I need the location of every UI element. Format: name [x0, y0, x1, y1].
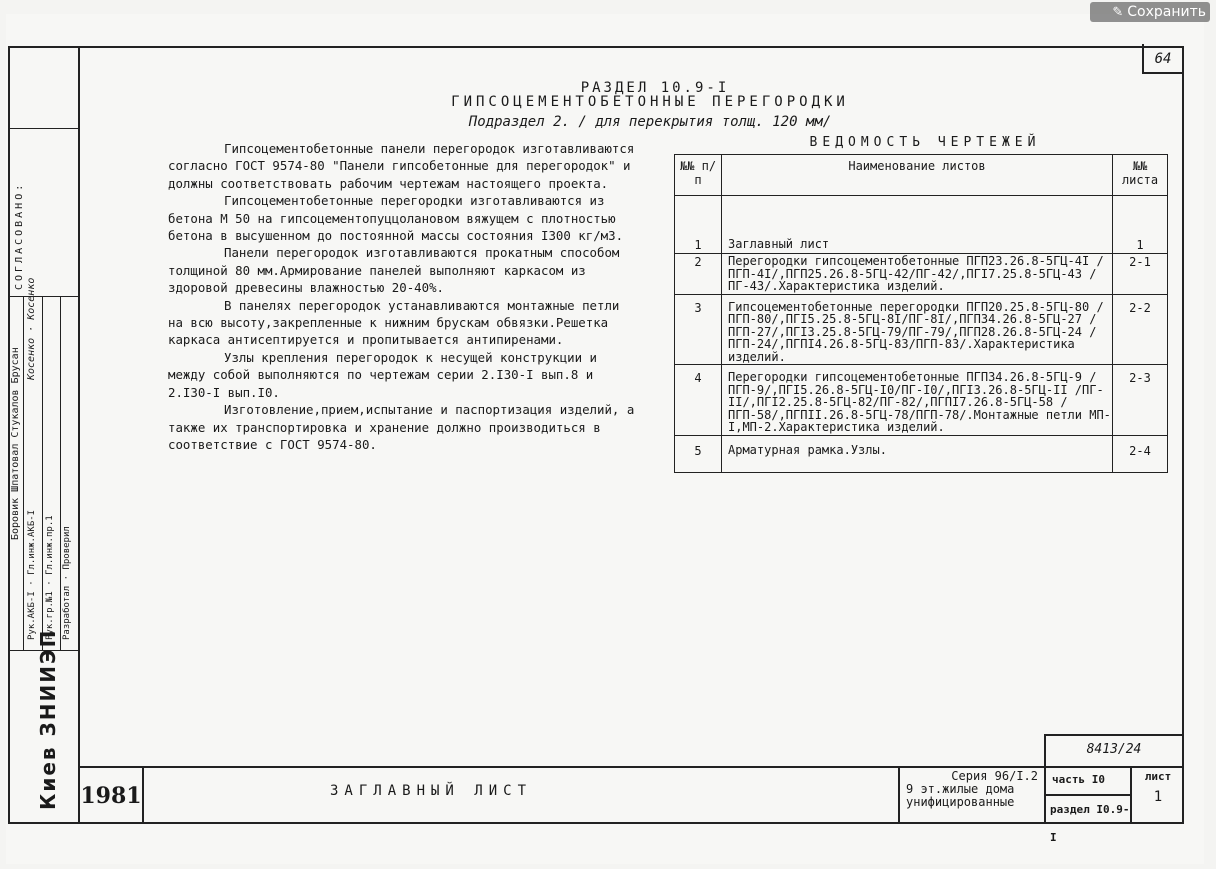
- row-num: 4: [675, 365, 722, 436]
- page-number: 64: [1142, 44, 1182, 74]
- row-num: 2: [675, 254, 722, 295]
- save-button[interactable]: [1090, 2, 1210, 22]
- organization-name: Киев ЗНИИЭП: [36, 628, 60, 810]
- pin-icon: ✎: [1112, 5, 1124, 20]
- stamp-divider: [8, 296, 78, 297]
- row-sheet: 2-3: [1113, 365, 1168, 436]
- subsection-title: Подраздел 2. / для перекрытия толщ. 120 мм/: [468, 114, 832, 130]
- table-header-row: [675, 155, 1168, 196]
- table-row: [675, 435, 1168, 472]
- row-sheet: 1: [1113, 196, 1168, 254]
- drawings-list-table: [674, 154, 1168, 473]
- row-sheet: 2-1: [1113, 254, 1168, 295]
- part-label: часть I0: [1046, 766, 1130, 796]
- document-number: 8413/24: [1044, 734, 1184, 766]
- agreed-label: СОГЛАСОВАНО:: [14, 181, 25, 290]
- stamp-roles-3: Разработал · Проверил: [62, 526, 72, 640]
- sheet-number-cell: [1130, 766, 1184, 824]
- col-num-header: №№ п/п: [675, 155, 722, 196]
- paragraph: Узлы крепления перегородок к несущей конструкции и между собой выполняются по чертежам серии 2.I30-I вып.8 и 2.I30-I вып.I0.: [168, 349, 597, 400]
- row-name: Перегородки гипсоцементобетонные ПГП23.26.8-5ГЦ-4I /ПГП-4I/,ПГП25.26.8-5ГЦ-42/ПГ-42/,ПГI7.25.8-5ГЦ-43 /ПГ-43/.Характеристика изделий.: [722, 254, 1113, 295]
- row-name: Арматурная рамка.Узлы.: [722, 435, 1113, 472]
- save-label: Сохранить: [1127, 4, 1206, 20]
- paragraph: Гипсоцементобетонные панели перегородок изготавливаются согласно ГОСТ 9574-80 "Панели гипсобетонные для перегородок" и должны соответствовать рабочим чертежам настоящего проекта.: [168, 141, 635, 191]
- drawings-list-title: ВЕДОМОСТЬ ЧЕРТЕЖЕЙ: [809, 135, 1041, 150]
- stamp-divider: [8, 128, 78, 129]
- series-info: [898, 766, 1044, 824]
- row-sheet: 2-4: [1113, 435, 1168, 472]
- paragraph: Изготовление,прием,испытание и паспортизация изделий, а также их транспортировка и хранение должно производиться в соответствие с ГОСТ 9574-80.: [168, 402, 635, 452]
- section-label: раздел I0.9-I: [1050, 803, 1130, 844]
- row-name: Перегородки гипсоцементобетонные ПГП34.26.8-5ГЦ-9 /ПГП-9/,ПГI5.26.8-5ГЦ-I0/ПГ-I0/,ПГI3.26.8-5ГЦ-II /ПГ-II/,ПГI2.25.8-5ГЦ-82/ПГ-82/,ПГПI7.26.8-5ГЦ-58 /ПГП-58/,ПГПII.26.8-5ГЦ-78/ПГП-78/.Монтажные петли МП-I,МП-2.Характеристика изделий.: [722, 365, 1113, 436]
- stamp-divider: [23, 296, 24, 650]
- series-line: унифицированные: [906, 795, 1015, 809]
- stamp-names: Боровик Шпатовал Стукалов Брусан: [10, 347, 21, 540]
- paragraph: В панелях перегородок устанавливаются монтажные петли на всю высоту,закрепленные к нижним брускам обвязки.Решетка каркаса антисептируется и пропитывается антипиренами.: [168, 297, 620, 348]
- paragraph: Гипсоцементобетонные перегородки изготавливаются из бетона М 50 на гипсоцементопуццолановом вяжущем с плотностью бетона в высушенном до постоянной массы состояния I300 кг/м3.: [168, 193, 624, 244]
- stamp-roles-2: Рук.гр.№1 · Гл.инж.пр.1: [45, 515, 55, 640]
- sheet-label: лист: [1144, 770, 1172, 783]
- table-row: [675, 254, 1168, 295]
- col-name-header: Наименование листов: [722, 155, 1113, 196]
- row-name: Заглавный лист: [722, 196, 1113, 254]
- explanatory-text: [168, 140, 638, 453]
- row-name: Гипсоцементобетонные перегородки ПГП20.25.8-5ГЦ-80 /ПГП-80/,ПГI5.25.8-5ГЦ-8I/ПГ-8I/,ПГП34.26.8-5ГЦ-27 /ПГП-27/,ПГI3.25.8-5ГЦ-79/ПГ-79/,ПГП28.26.8-5ГЦ-24 /ПГП-24/,ПГПI4.26.8-5ГЦ-83/ПГП-83/.Характеристика изделий.: [722, 294, 1113, 365]
- row-num: 3: [675, 294, 722, 365]
- series-line: 9 эт.жилые дома: [906, 782, 1015, 796]
- stamp-names-2: Косенко · Косенко: [26, 277, 37, 380]
- part-section-cell: [1044, 766, 1130, 844]
- paragraph: Панели перегородок изготавливаются прокатным способом толщиной 80 мм.Армирование панелей выполняют каркасом из здоровой древесины влажностью 20-40%.: [168, 245, 620, 296]
- section-title: РАЗДЕЛ 10.9-I: [580, 80, 730, 96]
- table-row: [675, 294, 1168, 365]
- year: 1981: [80, 768, 144, 824]
- sheet-number: 1: [1153, 789, 1163, 805]
- row-num: 5: [675, 435, 722, 472]
- row-sheet: 2-2: [1113, 294, 1168, 365]
- sheet-title: ЗАГЛАВНЫЙ ЛИСТ: [330, 783, 533, 799]
- stamp-divider: [60, 296, 61, 650]
- table-row: [675, 196, 1168, 254]
- main-title: ГИПСОЦЕМЕНТОБЕТОННЫЕ ПЕРЕГОРОДКИ: [451, 94, 849, 110]
- row-num: 1: [675, 196, 722, 254]
- table-row: [675, 365, 1168, 436]
- stamp-divider: [42, 296, 43, 650]
- col-sheet-header: №№ листа: [1113, 155, 1168, 196]
- series-line: Серия 96/I.2: [951, 769, 1038, 783]
- stamp-roles-1: Рук.АКБ-I · Гл.инж.АКБ-I: [27, 509, 37, 640]
